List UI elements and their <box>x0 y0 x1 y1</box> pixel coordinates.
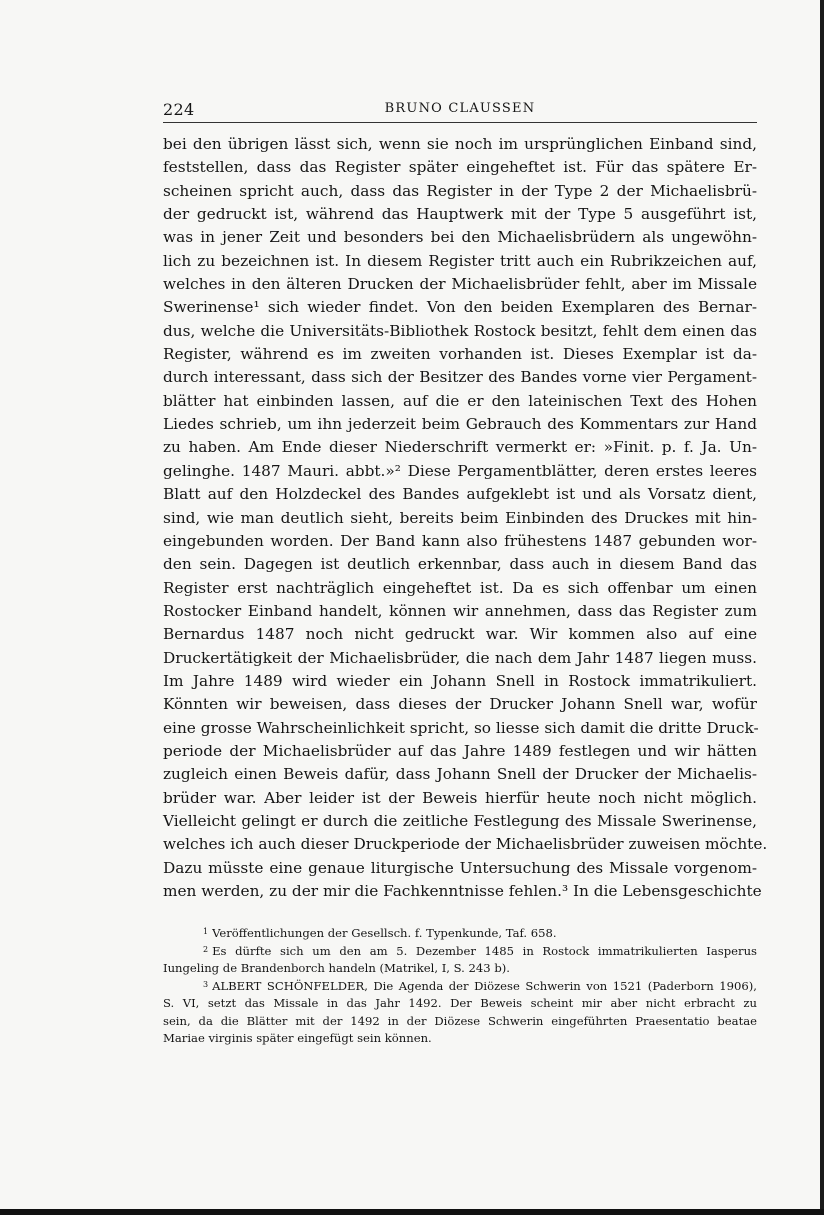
page-header <box>163 100 757 124</box>
body-text <box>163 133 768 903</box>
running-head: BRUNO CLAUSSEN <box>384 101 536 116</box>
footnote-line: sein, da die Blätter mit der 1492 in der Diözese Schwerin eingeführten Praesentatio beatae <box>163 1013 757 1028</box>
footnote-2 <box>163 943 757 978</box>
body-line: periode der Michaelisbrüder auf das Jahre 1489 festlegen und wir hätten <box>163 741 757 760</box>
footnote-line: Iungeling de Brandenborch handeln (Matrikel, I, S. 243 b). <box>163 961 510 975</box>
body-line: eingebunden worden. Der Band kann also frühestens 1487 gebunden wor- <box>163 531 757 550</box>
body-line: brüder war. Aber leider ist der Beweis hierfür heute noch nicht möglich. <box>163 788 757 807</box>
footnote-marker: 2 <box>203 944 209 954</box>
body-line: Bernardus 1487 noch nicht gedruckt war. Wir kommen also auf eine <box>163 625 757 644</box>
body-line: welches ich auch dieser Druckperiode der Michaelisbrüder zuweisen möchte. <box>163 835 768 854</box>
body-line: dus, welche die Universitäts-Bibliothek Rostock besitzt, fehlt dem einen das <box>163 321 757 340</box>
body-line: Blatt auf den Holzdeckel des Bandes aufgeklebt ist und als Vorsatz dient, <box>163 485 757 504</box>
body-line: Register, während es im zweiten vorhanden ist. Dieses Exemplar ist da- <box>163 345 757 364</box>
body-line: sind, wie man deutlich sieht, bereits beim Einbinden des Druckes mit hin- <box>163 508 757 527</box>
body-line: zugleich einen Beweis dafür, dass Johann Snell der Drucker der Michaelis- <box>163 765 757 784</box>
body-line: bei den übrigen lässt sich, wenn sie noch im ursprünglichen Einband sind, <box>163 135 757 153</box>
body-line: men werden, zu der mir die Fachkenntnisse fehlen.³ In die Lebensgeschichte <box>163 882 762 900</box>
header-rule <box>163 122 757 123</box>
body-line: blätter hat einbinden lassen, auf die er den lateinischen Text des Hohen <box>163 391 757 410</box>
body-line: was in jener Zeit und besonders bei den Michaelisbrüdern als ungewöhn- <box>163 228 757 247</box>
body-line: Swerinense¹ sich wieder findet. Von den beiden Exemplaren des Bernar- <box>163 298 757 317</box>
body-line: Im Jahre 1489 wird wieder ein Johann Snell in Rostock immatrikuliert. <box>163 671 757 690</box>
footnote-line: $^3$ ALBERT SCHÖNFELDER, Die Agenda der Diözese Schwerin von 1521 (Paderborn 1906), <box>203 978 757 993</box>
scan-edge-bottom <box>0 1209 824 1215</box>
body-line: den sein. Dagegen ist deutlich erkennbar, dass auch in diesem Band das <box>163 555 757 574</box>
body-line: Rostocker Einband handelt, können wir annehmen, dass das Register zum <box>163 601 757 620</box>
footnotes <box>163 925 757 1048</box>
body-line: eine grosse Wahrscheinlichkeit spricht, so liesse sich damit die dritte Druck- <box>163 718 759 737</box>
body-line: Register erst nachträglich eingeheftet ist. Da es sich offenbar um einen <box>163 578 757 597</box>
body-line: Liedes schrieb, um ihn jederzeit beim Gebrauch des Kommentars zur Hand <box>163 415 757 434</box>
footnote-line: S. VI, setzt das Missale in das Jahr 1492. Der Beweis scheint mir aber nicht erbracht zu <box>163 996 757 1010</box>
body-line: Könnten wir beweisen, dass dieses der Drucker Johann Snell war, wofür <box>163 695 757 714</box>
body-line: Druckertätigkeit der Michaelisbrüder, die nach dem Jahr 1487 liegen muss. <box>163 648 757 667</box>
body-line: feststellen, dass das Register später eingeheftet ist. Für das spätere Er- <box>163 158 757 177</box>
footnote-line: $^2$ Es dürfte sich um den am 5. Dezember 1485 in Rostock immatrikulierten Iasperus <box>203 943 757 958</box>
body-line: Vielleicht gelingt er durch die zeitliche Festlegung des Missale Swerinense, <box>163 811 757 830</box>
body-line: durch interessant, dass sich der Besitzer des Bandes vorne vier Pergament- <box>163 368 757 387</box>
body-line: der gedruckt ist, während das Hauptwerk mit der Type 5 ausgeführt ist, <box>163 205 757 224</box>
scan-edge-right <box>820 0 824 1215</box>
body-line: welches in den älteren Drucken der Michaelisbrüder fehlt, aber im Missale <box>163 275 757 294</box>
body-line: scheinen spricht auch, dass das Register in der Type 2 der Michaelisbrü- <box>163 181 757 200</box>
body-line: lich zu bezeichnen ist. In diesem Register tritt auch ein Rubrikzeichen auf, <box>163 251 757 270</box>
footnote-1 <box>163 925 757 943</box>
body-line: gelinghe. 1487 Mauri. abbt.»² Diese Pergamentblätter, deren erstes leeres <box>163 461 757 480</box>
footnote-line: Mariae virginis später eingefügt sein können. <box>163 1031 432 1045</box>
page-number: 224 <box>163 100 195 119</box>
footnote-marker: 3 <box>203 979 209 989</box>
footnote-marker: 1 <box>203 927 209 936</box>
body-line: Dazu müsste eine genaue liturgische Untersuchung des Missale vorgenom- <box>163 858 757 877</box>
footnote-line: $^1$ Veröffentlichungen der Gesellsch. f. Typenkunde, Taf. 658. <box>203 926 557 940</box>
body-line: zu haben. Am Ende dieser Niederschrift vermerkt er: »Finit. p. f. Ja. Un- <box>163 438 757 457</box>
footnote-3 <box>163 978 757 1048</box>
